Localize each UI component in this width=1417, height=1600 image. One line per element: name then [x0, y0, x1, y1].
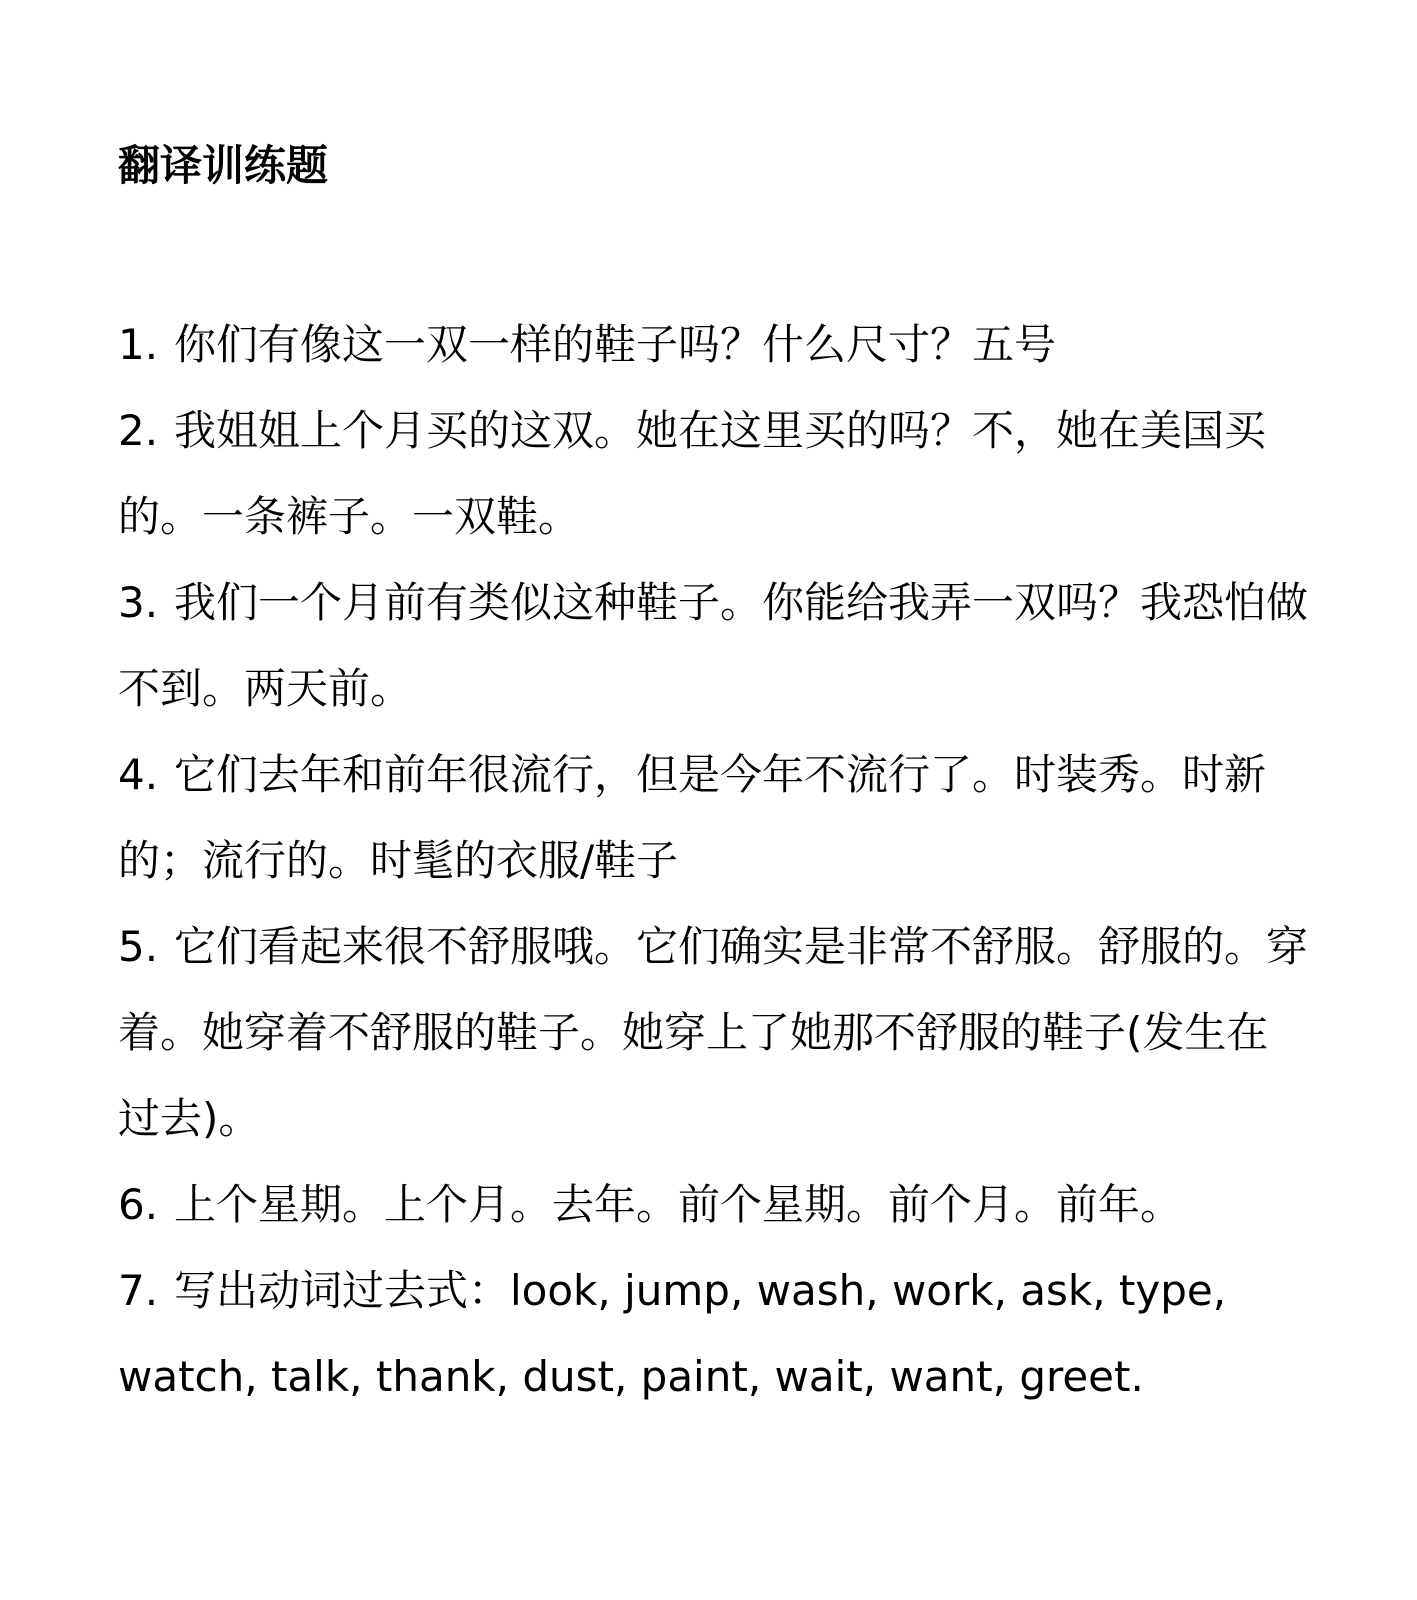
- exercise-text: 写出动词过去式：look, jump, wash, work, ask, type, watch, talk, thank, dust, paint, wait, want, greet.: [118, 1266, 1227, 1401]
- exercise-number: 7.: [118, 1266, 159, 1315]
- exercise-item-5: [118, 904, 1308, 1162]
- exercise-number: 4.: [118, 750, 159, 799]
- exercise-item-1: [118, 302, 1308, 388]
- exercise-text: 我姐姐上个月买的这双。她在这里买的吗？不，她在美国买的。一条裤子。一双鞋。: [118, 406, 1267, 541]
- exercise-item-2: [118, 388, 1308, 560]
- exercise-text: 它们去年和前年很流行，但是今年不流行了。时装秀。时新的；流行的。时髦的衣服/鞋子: [118, 750, 1267, 885]
- exercise-item-4: [118, 732, 1308, 904]
- exercise-text: 上个星期。上个月。去年。前个星期。前个月。前年。: [174, 1180, 1183, 1229]
- exercise-text: 它们看起来很不舒服哦。它们确实是非常不舒服。舒服的。穿着。她穿着不舒服的鞋子。她穿上了她那不舒服的鞋子(发生在过去)。: [118, 922, 1309, 1143]
- exercise-item-6: [118, 1162, 1308, 1248]
- exercise-number: 2.: [118, 406, 159, 455]
- exercise-number: 5.: [118, 922, 159, 971]
- document-title: 翻译训练题: [118, 141, 329, 190]
- exercise-text: 你们有像这一双一样的鞋子吗？什么尺寸？五号: [174, 320, 1057, 369]
- exercise-number: 1.: [118, 320, 159, 369]
- exercise-item-7: [118, 1248, 1308, 1420]
- exercise-item-3: [118, 560, 1308, 732]
- exercise-list: [118, 302, 1308, 1420]
- exercise-text: 我们一个月前有类似这种鞋子。你能给我弄一双吗？我恐怕做不到。两天前。: [118, 578, 1309, 713]
- exercise-number: 6.: [118, 1180, 159, 1229]
- exercise-number: 3.: [118, 578, 159, 627]
